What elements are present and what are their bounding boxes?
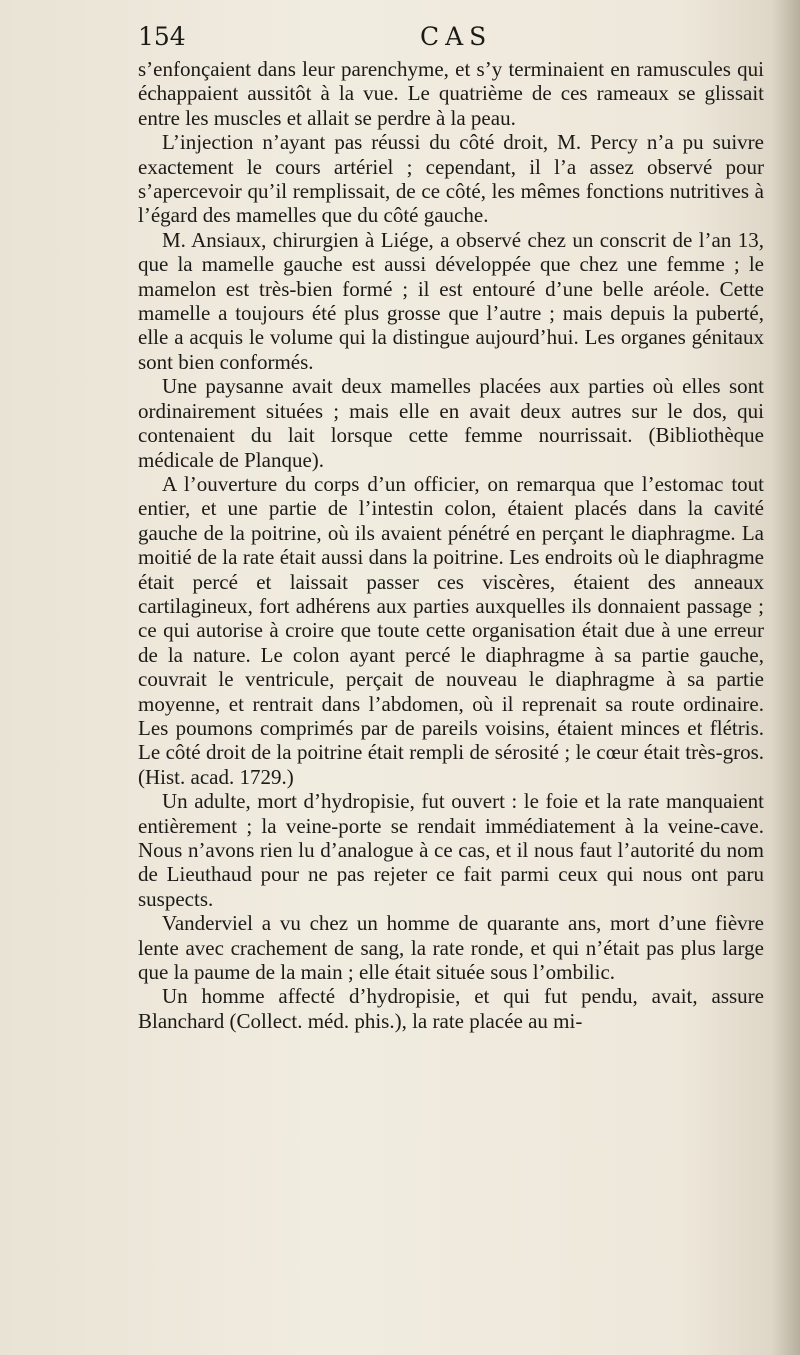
paragraph-1: s’enfonçaient dans leur parenchyme, et s’y terminaient en ramuscules qui échappaient aussitôt à la vue. Le quatrième de ces rameaux se glissait entre les muscles et allait se perdre à la peau.: [138, 57, 764, 130]
running-head: CAS: [420, 22, 493, 51]
paragraph-4: Une paysanne avait deux mamelles placées aux parties où elles sont ordinairement situées ; mais elle en avait deux autres sur le dos, qui contenaient du lait lorsque cette femme nourrissait. (Bibliothèque médicale de Planque).: [138, 374, 764, 472]
paragraph-6: Un adulte, mort d’hydropisie, fut ouvert : le foie et la rate manquaient entièrement ; la veine-porte se rendait immédiatement à la veine-cave. Nous n’avons rien lu d’analogue à ce cas, et il nous faut l’autorité du nom de Lieuthaud pour ne pas rejeter ce fait parmi ceux qui nous ont paru suspects.: [138, 789, 764, 911]
paragraph-3: M. Ansiaux, chirurgien à Liége, a observé chez un conscrit de l’an 13, que la mamelle gauche est aussi développée que chez une femme ; le mamelon est très-bien formé ; il est entouré d’une belle aréole. Cette mamelle a toujours été plus grosse que l’autre ; mais depuis la puberté, elle a acquis le volume qui la distingue aujourd’hui. Les organes génitaux sont bien conformés.: [138, 227, 764, 374]
paragraph-8: Un homme affecté d’hydropisie, et qui fut pendu, avait, assure Blanchard (Collect. méd. phis.), la rate placée au mi-: [138, 984, 764, 1033]
paragraph-7: Vanderviel a vu chez un homme de quarante ans, mort d’une fièvre lente avec crachement de sang, la rate ronde, et qui n’était pas plus large que la paume de la main ; elle était située sous l’ombilic.: [138, 911, 764, 985]
page-edge-shadow: [772, 0, 800, 1355]
paragraph-2: L’injection n’ayant pas réussi du côté droit, M. Percy n’a pu suivre exactement le cours artériel ; cependant, il l’a assez observé pour s’apercevoir qu’il remplissait, de ce côté, les mêmes fonctions nutritives à l’égard des mamelles que du côté gauche.: [138, 130, 764, 228]
paragraph-5: A l’ouverture du corps d’un officier, on remarqua que l’estomac tout entier, et une partie de l’intestin colon, étaient placés dans la cavité gauche de la poitrine, où ils avaient pénétré en perçant le diaphragme. La moitié de la rate était aussi dans la poitrine. Les endroits où le diaphragme était percé et laissait passer ces viscères, étaient des anneaux cartilagineux, fort adhérens aux parties auxquelles ils donnaient passage ; ce qui autorise à croire que toute cette organisation était due à une erreur de la nature. Le colon ayant percé le diaphragme à sa partie gauche, couvrait le ventricule, perçait de nouveau le diaphragme à sa partie moyenne, et rentrait dans l’abdomen, où il reprenait sa route ordinaire. Les poumons comprimés par de pareils voisins, étaient minces et flétris. Le côté droit de la poitrine était rempli de sérosité ; le cœur était très-gros. (Hist. acad. 1729.): [138, 471, 764, 789]
page-header: [138, 22, 764, 58]
page-number: 154: [138, 22, 186, 51]
body-text: [138, 57, 764, 1033]
